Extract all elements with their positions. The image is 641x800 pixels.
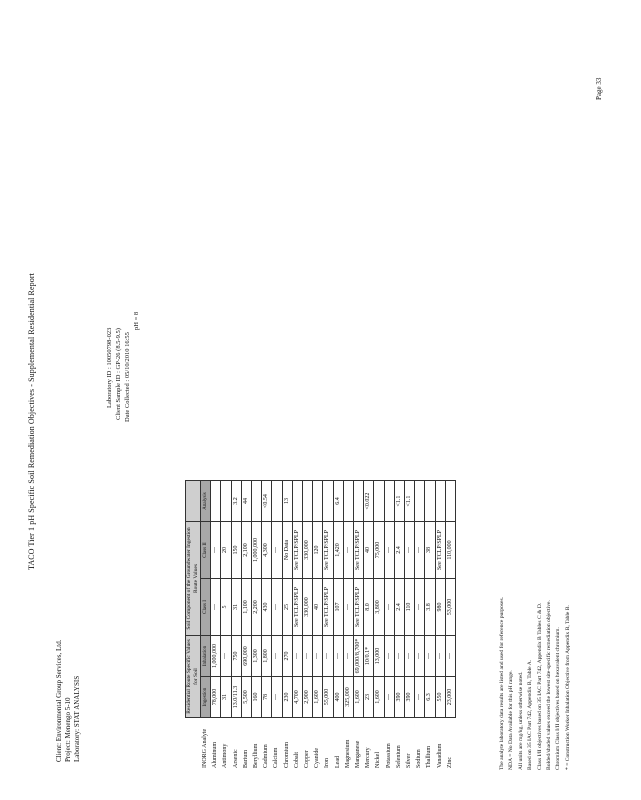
table-row: [262, 481, 272, 771]
class1-cell: 2,200: [252, 579, 262, 636]
analyte-cell: Cyanide: [313, 718, 323, 771]
class2-cell: 20: [221, 522, 231, 579]
lab-id: Laboratory ID : 10050798-023: [106, 327, 113, 408]
class2-cell: ---: [405, 522, 415, 579]
class1-cell: 53,000: [445, 579, 455, 636]
analyte-cell: Cadmium: [262, 718, 272, 771]
ingestion-cell: 31: [221, 677, 231, 718]
subheader-class1: Class I: [201, 579, 211, 636]
table-row: [221, 481, 231, 771]
ingestion-cell: 6.3: [425, 677, 435, 718]
table-row: [231, 481, 241, 771]
class1-cell: 5: [221, 579, 231, 636]
ingestion-cell: 55,000: [323, 677, 333, 718]
result-cell: [445, 481, 455, 522]
inhalation-cell: ---: [425, 636, 435, 677]
class1-cell: 330,000: [303, 579, 313, 636]
analyte-cell: Antimony: [221, 718, 231, 771]
ingestion-cell: 2,900: [303, 677, 313, 718]
class2-cell: 75,000: [374, 522, 384, 579]
class1-cell: ---: [384, 579, 394, 636]
ingestion-cell: ---: [384, 677, 394, 718]
inhalation-cell: 10/0.1*: [364, 636, 374, 677]
note-line: Based on 35 IAC Part 742, Appendix B, Table A.: [527, 659, 534, 770]
class2-cell: 40: [364, 522, 374, 579]
analyte-cell: Lead: [333, 718, 343, 771]
class2-cell: 2.4: [394, 522, 404, 579]
class1-cell: ---: [343, 579, 353, 636]
class1-cell: 1,100: [241, 579, 251, 636]
class1-cell: 430: [262, 579, 272, 636]
ingestion-cell: 325,000: [343, 677, 353, 718]
result-cell: [374, 481, 384, 522]
analyte-cell: Nickel: [374, 718, 384, 771]
ingestion-cell: 78: [262, 677, 272, 718]
ingestion-cell: 1,600: [313, 677, 323, 718]
ingestion-cell: ---: [272, 677, 282, 718]
class1-cell: 980: [435, 579, 445, 636]
class2-cell: 120: [313, 522, 323, 579]
inhalation-cell: ---: [343, 636, 353, 677]
table-row: [252, 481, 262, 771]
sub-header-row: [201, 481, 211, 771]
class2-cell: 330,000: [303, 522, 313, 579]
class2-cell: ---: [343, 522, 353, 579]
ingestion-cell: 23: [364, 677, 374, 718]
inhalation-cell: ---: [415, 636, 425, 677]
class2-cell: 1,000,000: [252, 522, 262, 579]
table-row: [394, 481, 404, 771]
inhalation-cell: ---: [221, 636, 231, 677]
class1-cell: 25: [282, 579, 292, 636]
date-collected: Date Collected : 05/10/2010 16:55: [124, 332, 131, 422]
result-cell: [425, 481, 435, 522]
result-cell: [384, 481, 394, 522]
inhalation-cell: 750: [231, 636, 241, 677]
inhalation-cell: ---: [445, 636, 455, 677]
table-body: [211, 481, 456, 771]
result-cell: <0.54: [262, 481, 272, 522]
inhalation-cell: ---: [323, 636, 333, 677]
analyte-cell: Potassium: [384, 718, 394, 771]
result-cell: [415, 481, 425, 522]
client-line: Client: Environmental Group Services, Ltd.: [55, 639, 63, 762]
analyte-header: INORG Analyte: [201, 718, 211, 771]
migration-group-header: Soil Component of the Groundwater Ingestion Route Values: [186, 522, 201, 636]
class2-cell: See TCLP/SPLP: [435, 522, 445, 579]
result-cell: 13: [282, 481, 292, 522]
class2-cell: 110,000: [445, 522, 455, 579]
result-cell: [252, 481, 262, 522]
table-row: [292, 481, 302, 771]
class2-cell: 38: [425, 522, 435, 579]
class2-cell: 150: [231, 522, 241, 579]
table-row: [272, 481, 282, 771]
note-line: NDA = No Data Available for this pH range.: [508, 670, 515, 770]
result-cell: <1.1: [394, 481, 404, 522]
inhalation-cell: ---: [384, 636, 394, 677]
note-line: * = Construction Worker Inhalation Objective from Appendix B, Table B.: [564, 605, 571, 770]
class2-cell: ---: [272, 522, 282, 579]
table-row: [354, 481, 364, 771]
subheader-analysis: Analysis: [201, 481, 211, 522]
subheader-class2: Class II: [201, 522, 211, 579]
analyte-cell: Chromium: [282, 718, 292, 771]
analyte-cell: Copper: [303, 718, 313, 771]
inhalation-cell: ---: [272, 636, 282, 677]
inhalation-cell: ---: [394, 636, 404, 677]
result-cell: 44: [241, 481, 251, 522]
analyte-cell: Thallium: [425, 718, 435, 771]
class1-cell: 3.8: [425, 579, 435, 636]
analyte-cell: Beryllium: [252, 718, 262, 771]
note-line: Bolded/shaded values exceed the lowest site-specific remediation objective.: [546, 600, 553, 770]
inhalation-cell: ---: [435, 636, 445, 677]
inhalation-cell: ---: [313, 636, 323, 677]
analyte-cell: Zinc: [445, 718, 455, 771]
analyte-cell: Manganese: [354, 718, 364, 771]
table-row: [211, 481, 221, 771]
inhalation-cell: 690,000: [241, 636, 251, 677]
page-number: Page 33: [595, 77, 603, 100]
result-cell: <0.022: [364, 481, 374, 522]
ingestion-cell: ---: [415, 677, 425, 718]
subheader-inhalation: Inhalation: [201, 636, 211, 677]
class2-cell: See TCLP/SPLP: [354, 522, 364, 579]
result-cell: [292, 481, 302, 522]
table-row: [415, 481, 425, 771]
ingestion-cell: 390: [405, 677, 415, 718]
inhalation-cell: 1,300: [252, 636, 262, 677]
analyte-cell: Mercury: [364, 718, 374, 771]
analyte-cell: Aluminum: [211, 718, 221, 771]
table-row: [323, 481, 333, 771]
table-row: [445, 481, 455, 771]
class1-cell: ---: [415, 579, 425, 636]
analyte-cell: Calcium: [272, 718, 282, 771]
table-row: [425, 481, 435, 771]
class1-cell: 3,800: [374, 579, 384, 636]
class1-cell: 107: [333, 579, 343, 636]
class2-cell: ---: [415, 522, 425, 579]
inhalation-cell: ---: [292, 636, 302, 677]
analyte-cell: Sodium: [415, 718, 425, 771]
analyte-cell: Cobalt: [292, 718, 302, 771]
analyte-cell: Iron: [323, 718, 333, 771]
client-sample-id: Client Sample ID : GP-26 (8.5-9.5): [115, 328, 122, 420]
table-row: [374, 481, 384, 771]
class1-cell: 40: [313, 579, 323, 636]
table-row: [364, 481, 374, 771]
ingestion-cell: 4,700: [292, 677, 302, 718]
class1-cell: 110: [405, 579, 415, 636]
class2-cell: 4,300: [262, 522, 272, 579]
note-line: All units are mg/kg, unless otherwise noted.: [517, 671, 524, 770]
class2-cell: ---: [211, 522, 221, 579]
subheader-ingestion: Ingestion: [201, 677, 211, 718]
result-cell: [354, 481, 364, 522]
analyte-cell: Silver: [405, 718, 415, 771]
class2-cell: ---: [384, 522, 394, 579]
table-row: [282, 481, 292, 771]
note-line: The analyte laboratory data results are listed and used for reference purposes.: [499, 596, 505, 770]
exposure-group-header: Residential Route Specific Values for Soil: [186, 636, 201, 718]
result-cell: [272, 481, 282, 522]
class2-cell: See TCLP/SPLP: [292, 522, 302, 579]
note-line: Chromium Class I/II objectives based on hexavalent chromium.: [555, 627, 562, 770]
class1-cell: ---: [211, 579, 221, 636]
inhalation-cell: 13,000: [374, 636, 384, 677]
inhalation-cell: ---: [405, 636, 415, 677]
class2-cell: No Data: [282, 522, 292, 579]
notes-block: [498, 597, 573, 770]
group-header-row: [186, 481, 201, 771]
table-row: [384, 481, 394, 771]
result-cell: [343, 481, 353, 522]
class1-cell: See TCLP/SPLP: [292, 579, 302, 636]
class1-cell: 2.4: [394, 579, 404, 636]
table-row: [313, 481, 323, 771]
result-cell: 3.2: [231, 481, 241, 522]
ingestion-cell: 390: [394, 677, 404, 718]
inhalation-cell: 1,800: [262, 636, 272, 677]
ingestion-cell: 230: [282, 677, 292, 718]
report-title: TACO Tier 1 pH Specific Soil Remediation Objectives - Supplemental Residential Report: [27, 273, 36, 570]
class2-cell: 2,100: [241, 522, 251, 579]
inhalation-cell: 69,000/8,700*: [354, 636, 364, 677]
ingestion-cell: 13.0/11.3: [231, 677, 241, 718]
ph-value: pH = 8: [133, 311, 140, 330]
result-cell: [303, 481, 313, 522]
class2-cell: See TCLP/SPLP: [323, 522, 333, 579]
ingestion-cell: 78,000: [211, 677, 221, 718]
analyte-cell: Vanadium: [435, 718, 445, 771]
result-cell: [221, 481, 231, 522]
result-cell: 6.4: [333, 481, 343, 522]
inhalation-cell: 1,000,000: [211, 636, 221, 677]
result-cell: [211, 481, 221, 522]
class1-cell: 31: [231, 579, 241, 636]
ingestion-cell: 400: [333, 677, 343, 718]
objectives-table: [185, 480, 456, 770]
ingestion-cell: 160: [252, 677, 262, 718]
analyte-cell: Magnesium: [343, 718, 353, 771]
class2-cell: 1,420: [333, 522, 343, 579]
ingestion-cell: 550: [435, 677, 445, 718]
result-cell: <1.1: [405, 481, 415, 522]
note-line: Class I/II objectives based on 35 IAC Part 742, Appendix B Tables C & D.: [536, 602, 543, 770]
inhalation-cell: ---: [333, 636, 343, 677]
ingestion-cell: 1,600: [354, 677, 364, 718]
class1-cell: See TCLP/SPLP: [323, 579, 333, 636]
table-row: [343, 481, 353, 771]
result-cell: [435, 481, 445, 522]
ingestion-cell: 5,500: [241, 677, 251, 718]
ingestion-cell: 1,600: [374, 677, 384, 718]
analyte-cell: Selenium: [394, 718, 404, 771]
result-cell: [323, 481, 333, 522]
table-row: [405, 481, 415, 771]
table-row: [333, 481, 343, 771]
class1-cell: See TCLP/SPLP: [354, 579, 364, 636]
class1-cell: 8.0: [364, 579, 374, 636]
inhalation-cell: ---: [303, 636, 313, 677]
result-cell: [313, 481, 323, 522]
table-row: [435, 481, 445, 771]
laboratory-line: Laboratory: STAT ANALYSIS: [73, 675, 81, 762]
ingestion-cell: 23,000: [445, 677, 455, 718]
analyte-cell: Arsenic: [231, 718, 241, 771]
table-row: [241, 481, 251, 771]
analyte-cell: Barium: [241, 718, 251, 771]
inhalation-cell: 270: [282, 636, 292, 677]
class1-cell: ---: [272, 579, 282, 636]
table-row: [303, 481, 313, 771]
project-line: Project: Menengo 5-10: [64, 697, 72, 762]
